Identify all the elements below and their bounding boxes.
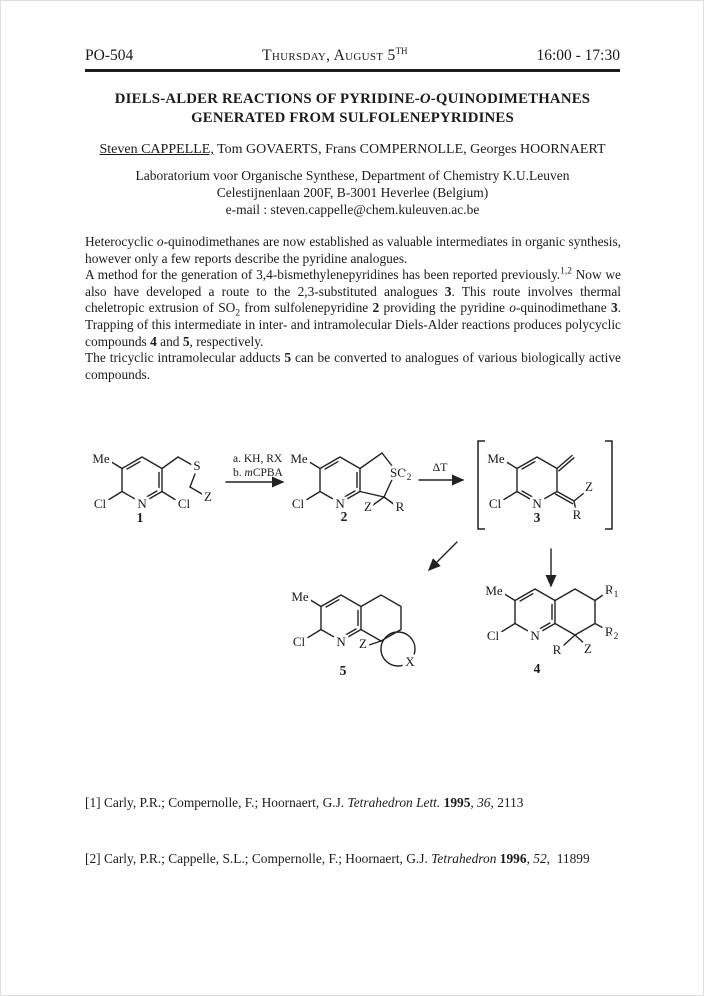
reaction-scheme bbox=[60, 428, 680, 700]
affiliation-email: e-mail : steven.cappelle@chem.kuleuven.ac.be bbox=[225, 202, 480, 218]
reagent-line-b: b. mCPBA bbox=[233, 467, 283, 479]
z-substituent-label: Z bbox=[359, 636, 367, 651]
session-time: 16:00 - 17:30 bbox=[536, 47, 620, 64]
condition-label: ΔT bbox=[432, 460, 448, 474]
nitrogen-label: N bbox=[137, 496, 147, 511]
affiliation-address: Celestijnenlaan 200F, B-3001 Heverlee (Belgium) bbox=[216, 185, 489, 201]
methyl-label: Me bbox=[291, 589, 309, 604]
bracket-right bbox=[605, 441, 612, 529]
compound-2-structure bbox=[290, 451, 411, 524]
chloro-label: Cl bbox=[291, 496, 305, 511]
compound-number: 1 bbox=[136, 510, 144, 525]
r2-substituent-label: $R_2$ bbox=[605, 624, 619, 642]
session-day: Thursday, August 5TH bbox=[262, 45, 408, 64]
r1-substituent-label: $R_1$ bbox=[605, 582, 619, 600]
chloro-label: Cl bbox=[93, 496, 107, 511]
abstract-paragraph-1: Heterocyclic o-quinodimethanes are now established as valuable intermediates in organic synthesis, however only a few reports describe the pyridine analogues. bbox=[85, 234, 622, 266]
abstract-paragraph-3: The tricyclic intramolecular adducts 5 can be converted to analogues of various biologically active compounds. bbox=[85, 350, 621, 382]
ordinal-suffix: TH bbox=[395, 45, 408, 56]
authors-line: Steven CAPPELLE, Tom GOVAERTS, Frans COMPERNOLLE, Georges HOORNAERT bbox=[99, 142, 606, 157]
sulfur-label: S bbox=[193, 458, 201, 473]
affiliation-institute: Laboratorium voor Organische Synthese, Department of Chemistry K.U.Leuven bbox=[135, 168, 570, 183]
compound-4-structure bbox=[485, 582, 618, 676]
methyl-label: Me bbox=[290, 451, 308, 466]
r-substituent-label: R bbox=[395, 499, 405, 514]
r-substituent-label: R bbox=[552, 642, 562, 657]
nitrogen-label: N bbox=[335, 496, 345, 511]
z-substituent-label: Z bbox=[585, 479, 593, 494]
compound-5-structure bbox=[291, 589, 415, 678]
methyl-label: Me bbox=[487, 451, 505, 466]
reagent-line-a: a. KH, RX bbox=[233, 453, 283, 465]
page-header bbox=[85, 47, 620, 65]
bracket-left bbox=[478, 441, 485, 529]
compound-1-structure bbox=[92, 451, 212, 525]
compound-number: 2 bbox=[340, 509, 348, 524]
nitrogen-label: N bbox=[532, 496, 542, 511]
compound-number: 4 bbox=[533, 661, 541, 676]
chloro-label: Cl bbox=[292, 634, 306, 649]
r-substituent-label: R bbox=[572, 507, 582, 522]
chloro-label: Cl bbox=[486, 628, 500, 643]
abstract-body bbox=[85, 234, 621, 383]
chloro-label: Cl bbox=[177, 496, 191, 511]
compound-number: 5 bbox=[339, 663, 347, 678]
methyl-label: Me bbox=[92, 451, 110, 466]
sulfonyl-label: $SO_2$ bbox=[390, 465, 412, 483]
reference-2: [2] Carly, P.R.; Cappelle, S.L.; Compernolle, F.; Hoornaert, G.J. Tetrahedron 1996, 52, 11899 bbox=[85, 850, 590, 866]
session-code: PO-504 bbox=[85, 47, 134, 64]
header-rule bbox=[85, 69, 620, 72]
references-block bbox=[85, 757, 630, 905]
nitrogen-label: N bbox=[530, 628, 540, 643]
reaction-arrow-to-5 bbox=[429, 542, 457, 570]
abstract-paragraph-2: A method for the generation of 3,4-bismethylenepyridines has been reported previously.$^{1,2}$ Now we also have developed a route to the 2,3-substituted analogues 3. This route involves thermal cheletropic extrusion of $SO_2$ from sulfolenepyridine 2 providing the pyridine o-quinodimethane 3. Trapping of this intermediate in inter- and intramolecular Diels-Alder reactions produces polycyclic compounds 4 and 5, respectively. bbox=[85, 266, 621, 349]
z-substituent-label: Z bbox=[204, 489, 212, 504]
chloro-label: Cl bbox=[488, 496, 502, 511]
reaction-arrow-2 bbox=[419, 460, 463, 480]
affiliation-block bbox=[85, 167, 620, 219]
paper-title bbox=[85, 90, 620, 127]
title-line-2: GENERATED FROM SULFOLENEPYRIDINES bbox=[191, 109, 514, 126]
reaction-arrow-1 bbox=[226, 453, 284, 482]
compound-number: 3 bbox=[533, 510, 541, 525]
nitrogen-label: N bbox=[336, 634, 346, 649]
compound-3-structure bbox=[487, 451, 593, 525]
title-line-1: DIELS-ALDER REACTIONS OF PYRIDINE-O-QUINODIMETHANES bbox=[114, 91, 591, 107]
reference-1: [1] Carly, P.R.; Compernolle, F.; Hoornaert, G.J. Tetrahedron Lett. 1995, 36, 2113 bbox=[85, 795, 524, 810]
z-substituent-label: Z bbox=[584, 641, 592, 656]
methyl-label: Me bbox=[485, 583, 503, 598]
z-substituent-label: Z bbox=[364, 499, 372, 514]
x-heteroatom-label: X bbox=[405, 654, 415, 669]
